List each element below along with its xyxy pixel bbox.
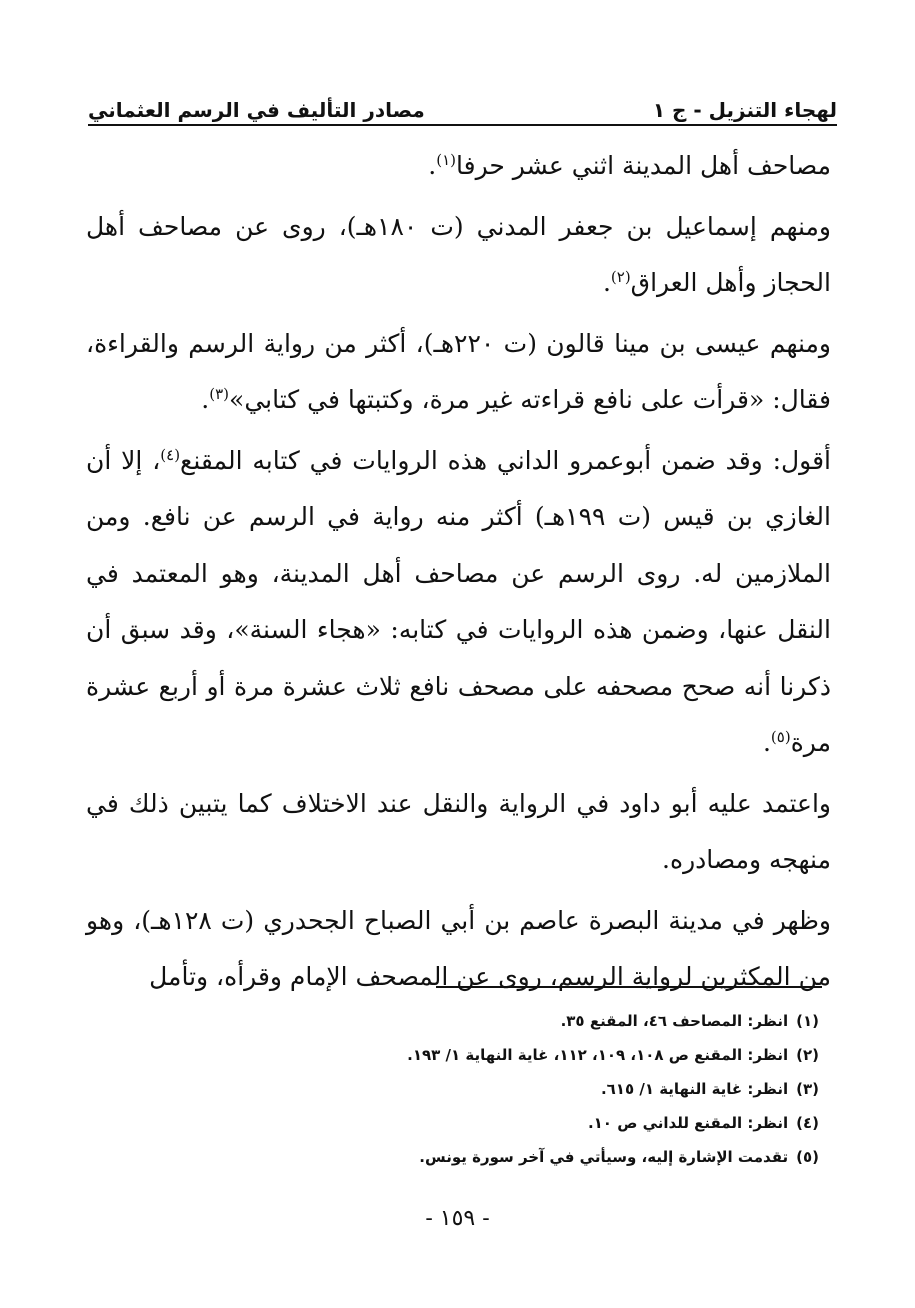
paragraph-tail: .: [762, 728, 771, 757]
footnote-number: (١): [796, 1012, 819, 1030]
paragraph-tail: .: [428, 151, 437, 180]
footnote-marker: (٥): [770, 728, 791, 746]
footnote-number: (٣): [796, 1080, 819, 1098]
paragraph-tail: .: [602, 268, 611, 297]
paragraph: [86, 776, 831, 889]
footnote-number: (٥): [796, 1148, 819, 1166]
footnote-marker: (٤): [160, 445, 181, 464]
footnote-marker: (٢): [610, 268, 631, 286]
footnote-marker: (٣): [209, 385, 230, 403]
footnote-marker: (١): [436, 151, 457, 169]
header-book-title: لهجاء التنزيل - ج ١: [652, 98, 837, 122]
paragraph: [86, 433, 831, 772]
footnote-divider: [436, 986, 822, 988]
header-divider: [88, 124, 837, 126]
header-chapter-title: مصادر التأليف في الرسم العثماني: [88, 98, 425, 122]
footnote-text: انظر: المقنع ص ١٠٨، ١٠٩، ١١٢، غاية النهاية ١/ ١٩٣.: [407, 1046, 789, 1064]
footnote-number: (٤): [796, 1114, 819, 1132]
footnote-text: انظر: المصاحف ٤٦، المقنع ٣٥.: [560, 1012, 789, 1030]
footnote-item: [90, 1072, 819, 1106]
main-text: [86, 138, 831, 1010]
footnote-number: (٢): [796, 1046, 819, 1064]
paragraph-tail: ، إلا أن الغازي بن قيس (ت ١٩٩هـ) أكثر منه رواية في الرسم عن نافع. ومن الملازمين له. روى الرسم عن مصاحف أهل المدينة، وهو المعتمد في النقل عنها، وضمن هذه الروايات في كتابه: «هجاء السنة»، وقد سبق أن ذكرنا أنه صحح مصحفه على مصحف نافع ثلاث عشرة مرة أو أربع عشرة مرة: [86, 445, 831, 757]
footnote-text: انظر: المقنع للداني ص ١٠.: [587, 1114, 789, 1132]
paragraph-text: واعتمد عليه أبو داود في الرواية والنقل عند الاختلاف كما يتبين ذلك في منهجه ومصادره.: [86, 788, 831, 874]
paragraph: [86, 316, 831, 429]
paragraph-text: ومنهم إسماعيل بن جعفر المدني (ت ١٨٠هـ)، روى عن مصاحف أهل الحجاز وأهل العراق: [86, 211, 831, 297]
footnote-item: [90, 1038, 819, 1072]
paragraph-text: وظهر في مدينة البصرة عاصم بن أبي الصباح الجحدري (ت ١٢٨هـ)، وهو من المكثرين لرواية الرسم، روى عن المصحف الإمام وقرأه، وتأمل: [86, 905, 831, 991]
footnote-text: تقدمت الإشارة إليه، وسيأتي في آخر سورة يونس.: [419, 1148, 789, 1166]
paragraph-tail: .: [201, 385, 210, 414]
paragraph: [86, 138, 831, 195]
footnote-item: [90, 1140, 819, 1174]
page-number: - ١٥٩ -: [425, 1206, 490, 1231]
paragraph: [86, 893, 831, 1006]
paragraph: [86, 199, 831, 312]
footnote-item: [90, 1004, 819, 1038]
footnote-item: [90, 1106, 819, 1140]
running-header: [88, 82, 837, 122]
footnotes: [90, 1004, 819, 1174]
footnote-text: انظر: غاية النهاية ١/ ٦١٥.: [600, 1080, 789, 1098]
paragraph-text: ومنهم عيسى بن مينا قالون (ت ٢٢٠هـ)، أكثر من رواية الرسم والقراءة، فقال: «قرأت على نافع قراءته غير مرة، وكتبتها في كتابي»: [86, 328, 831, 414]
paragraph-text: أقول: وقد ضمن أبوعمرو الداني هذه الروايات في كتابه المقنع: [180, 445, 831, 475]
paragraph-text: مصاحف أهل المدينة اثني عشر حرفا: [456, 151, 831, 180]
